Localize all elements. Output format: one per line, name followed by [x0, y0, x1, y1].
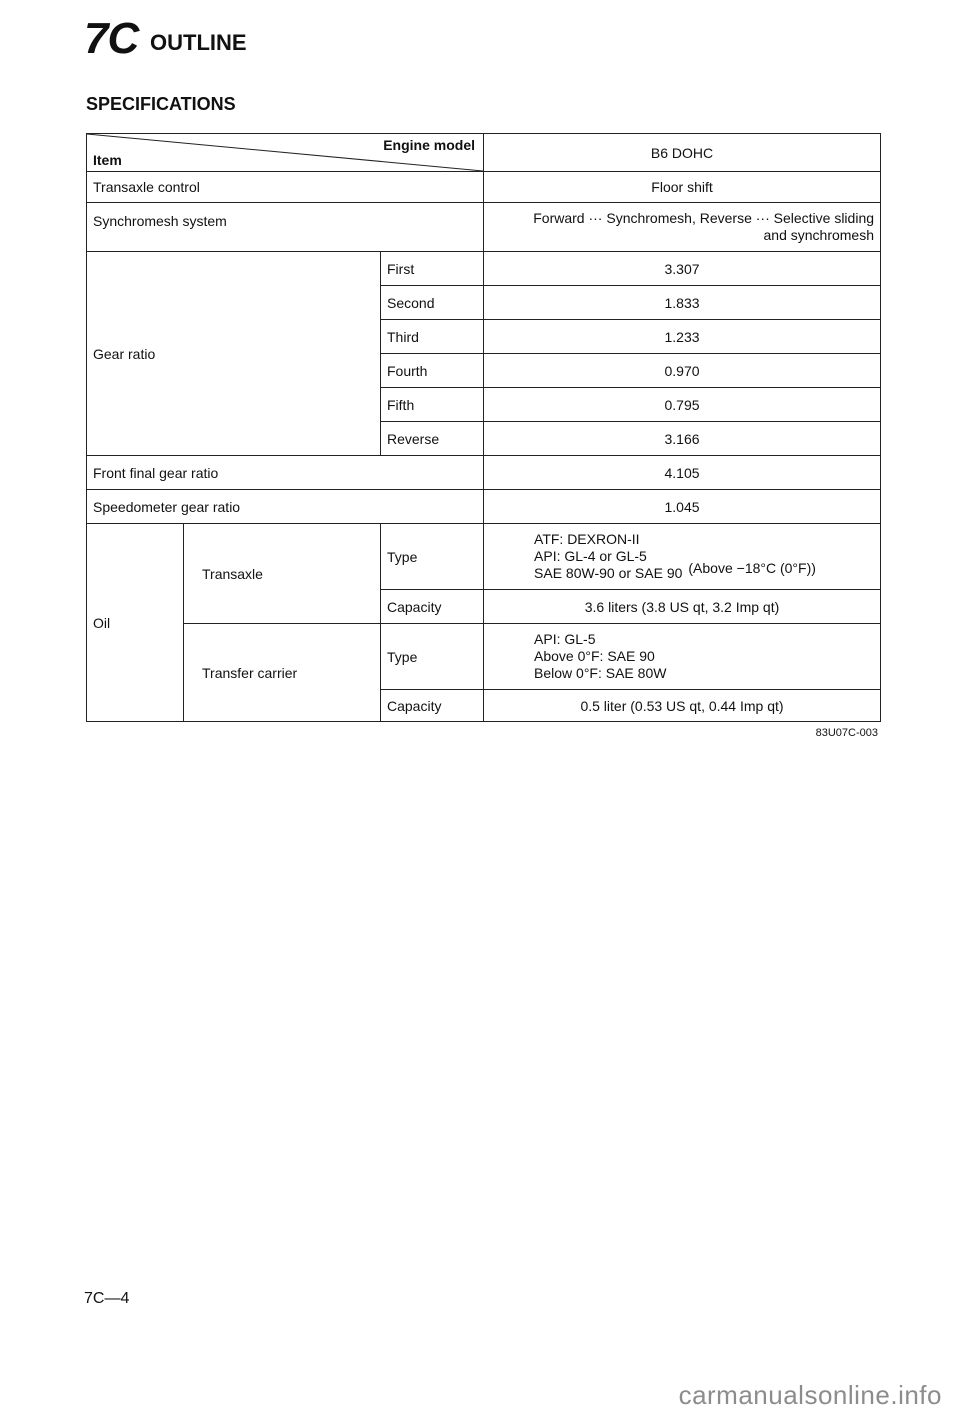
engine-model-header: Engine model	[383, 137, 476, 153]
table-row	[87, 624, 881, 690]
gear-name: Fourth	[381, 354, 484, 388]
speedometer-gear-ratio-value: 1.045	[484, 490, 881, 524]
gear-name: First	[381, 252, 484, 286]
oil-transfer-type-lines	[534, 631, 874, 682]
synchromesh-value	[484, 203, 881, 252]
oil-transfer-carrier-label: Transfer carrier	[184, 624, 381, 722]
oil-spec-line: ATF: DEXRON-II	[534, 531, 640, 547]
oil-transaxle-type-value	[484, 524, 881, 590]
oil-transaxle-capacity-value: 3.6 liters (3.8 US qt, 3.2 Imp qt)	[484, 590, 881, 624]
watermark: carmanualsonline.info	[678, 1380, 942, 1410]
specifications-table	[86, 133, 881, 722]
gear-name: Reverse	[381, 422, 484, 456]
oil-transaxle-type-lines	[534, 531, 682, 582]
table-header-row	[87, 134, 881, 172]
oil-spec-line: SAE 80W-90 or SAE 90	[534, 565, 683, 581]
chapter-number: 7C	[84, 14, 139, 63]
oil-spec-line: API: GL-4 or GL-5	[534, 548, 647, 564]
gear-name: Third	[381, 320, 484, 354]
gear-name: Fifth	[381, 388, 484, 422]
gear-ratio-value: 0.795	[484, 388, 881, 422]
table-row	[87, 490, 881, 524]
diagonal-header-cell	[87, 134, 484, 172]
transaxle-control-label: Transaxle control	[87, 172, 484, 203]
synchromesh-value-line: Forward ··· Synchromesh, Reverse ··· Selective sliding	[533, 210, 875, 226]
oil-transaxle-type-block	[534, 531, 874, 582]
oil-spec-line: Above 0°F: SAE 90	[534, 648, 655, 664]
synchromesh-value-line: and synchromesh	[763, 227, 875, 243]
oil-type-label: Type	[381, 624, 484, 690]
oil-capacity-label: Capacity	[381, 590, 484, 624]
gear-ratio-value: 1.233	[484, 320, 881, 354]
oil-label: Oil	[87, 524, 184, 722]
front-final-gear-ratio-value: 4.105	[484, 456, 881, 490]
oil-transfer-capacity-value: 0.5 liter (0.53 US qt, 0.44 Imp qt)	[484, 690, 881, 722]
gear-ratio-label: Gear ratio	[87, 252, 381, 456]
speedometer-gear-ratio-label: Speedometer gear ratio	[87, 490, 484, 524]
synchromesh-label: Synchromesh system	[87, 203, 484, 252]
oil-transfer-type-value	[484, 624, 881, 690]
transaxle-control-value: Floor shift	[484, 172, 881, 203]
gear-ratio-value: 0.970	[484, 354, 881, 388]
gear-ratio-value: 1.833	[484, 286, 881, 320]
item-header: Item	[93, 152, 122, 168]
table-row	[87, 172, 881, 203]
chapter-title: OUTLINE	[150, 30, 247, 55]
table-row	[87, 524, 881, 590]
oil-spec-line: API: GL-5	[534, 631, 596, 647]
oil-capacity-label: Capacity	[381, 690, 484, 722]
table-row	[87, 203, 881, 252]
section-title: SPECIFICATIONS	[86, 94, 236, 114]
table-row	[87, 456, 881, 490]
figure-code: 83U07C-003	[815, 727, 878, 739]
front-final-gear-ratio-label: Front final gear ratio	[87, 456, 484, 490]
table-row	[87, 252, 881, 286]
engine-model-value: B6 DOHC	[484, 134, 881, 172]
gear-name: Second	[381, 286, 484, 320]
oil-spec-line: Below 0°F: SAE 80W	[534, 665, 667, 681]
oil-temperature-note: (Above −18°C (0°F))	[688, 560, 816, 576]
page-number: 7C—4	[84, 1290, 130, 1307]
oil-transaxle-label: Transaxle	[184, 524, 381, 624]
gear-ratio-value: 3.166	[484, 422, 881, 456]
oil-type-label: Type	[381, 524, 484, 590]
gear-ratio-value: 3.307	[484, 252, 881, 286]
